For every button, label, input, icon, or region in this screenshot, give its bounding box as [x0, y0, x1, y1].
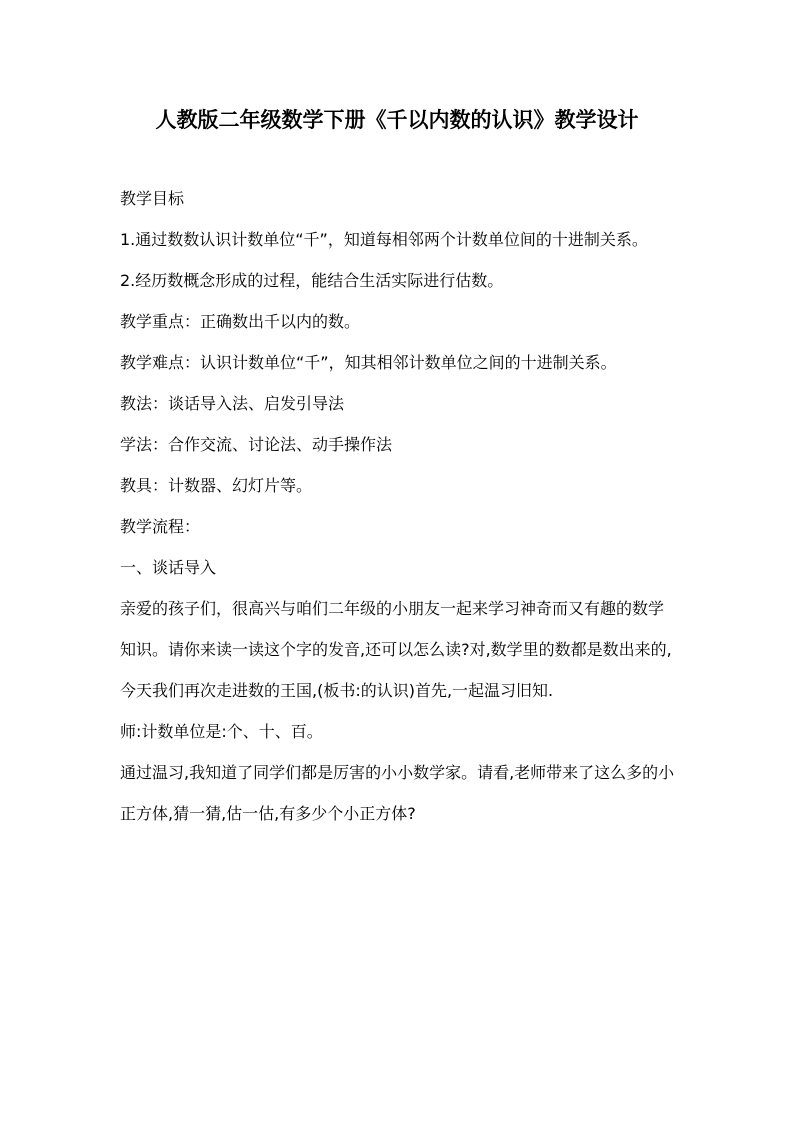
paragraph-key-point: 教学重点：正确数出千以内的数。 [120, 312, 361, 331]
paragraph-teaching-method: 教法：谈话导入法、启发引导法 [120, 394, 345, 413]
paragraph-estimation: 通过温习,我知道了同学们都是厉害的小小数学家。请看,老师带来了这么多的小正方体,猜一猜,估一估,有多少个小正方体? [120, 763, 675, 823]
paragraph-objectives-heading: 教学目标 [120, 189, 185, 208]
paragraph-introduction: 亲爱的孩子们，很高兴与咱们二年级的小朋友一起来学习神奇而又有趣的数学知识。请你来读一读这个字的发音,还可以怎么读?对,数学里的数都是数出来的,今天我们再次走进数的王国,(板书:的认识)首先,一起温习旧知. [120, 599, 672, 700]
paragraph-section-1-heading: 一、谈话导入 [120, 558, 217, 577]
document-body [120, 178, 676, 834]
paragraph-learning-method: 学法：合作交流、讨论法、动手操作法 [120, 435, 393, 454]
paragraph-teaching-aids: 教具：计数器、幻灯片等。 [120, 476, 313, 495]
paragraph-process-heading: 教学流程： [120, 517, 201, 536]
paragraph-objective-1: 1.通过数数认识计数单位“千”，知道每相邻两个计数单位间的十进制关系。 [120, 230, 648, 249]
paragraph-objective-2: 2.经历数概念形成的过程，能结合生活实际进行估数。 [120, 271, 504, 290]
document-title: 人教版二年级数学下册《千以内数的认识》教学设计 [155, 108, 639, 132]
paragraph-counting-units: 师:计数单位是:个、十、百。 [120, 722, 323, 741]
paragraph-difficulty: 教学难点：认识计数单位“千”，知其相邻计数单位之间的十进制关系。 [120, 353, 617, 372]
